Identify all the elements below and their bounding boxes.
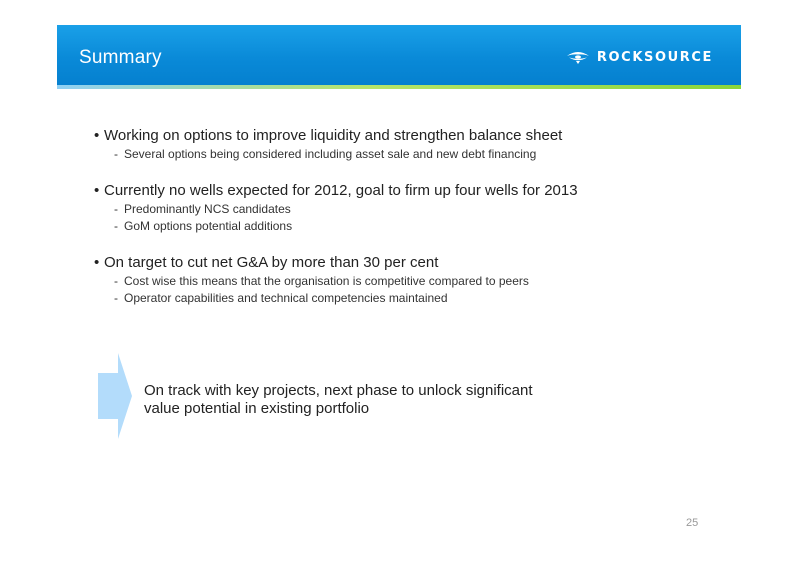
bullet-list [94,126,734,325]
bullet-text: Working on options to improve liquidity and strengthen balance sheet [104,127,563,144]
dash-marker: - [114,202,118,216]
sub-bullet-item [94,290,734,307]
bullet-group [94,181,734,235]
dash-marker: - [114,274,118,288]
bullet-group [94,126,734,163]
dash-marker: - [114,219,118,233]
sub-bullet-text: GoM options potential additions [124,219,293,233]
callout-line: value potential in existing portfolio [144,400,370,417]
sub-bullet-item [94,218,734,235]
bullet-item [94,181,734,201]
dash-marker: - [114,147,118,161]
slide-title: Summary [79,47,162,68]
callout-line: On track with key projects, next phase to unlock significant [144,382,533,399]
sub-bullet-item [94,201,734,218]
logo-wordmark: ROCKSOURCE [596,49,713,65]
bullet-group [94,253,734,307]
bullet-marker: • [94,254,100,271]
sub-bullet-item [94,146,734,163]
dash-marker: - [114,291,118,305]
slide-header [57,25,741,85]
bullet-item [94,253,734,273]
company-logo [566,49,713,65]
sub-bullet-text: Predominantly NCS candidates [124,202,291,216]
header-accent-bar [57,85,741,89]
sub-bullet-text: Cost wise this means that the organisation is competitive compared to peers [124,274,529,288]
bullet-text: Currently no wells expected for 2012, goal to firm up four wells for 2013 [104,182,578,199]
sub-bullet-text: Operator capabilities and technical competencies maintained [124,291,448,305]
page-number: 25 [686,517,699,529]
sub-bullet-item [94,273,734,290]
bullet-item [94,126,734,146]
sub-bullet-text: Several options being considered including asset sale and new debt financing [124,147,537,161]
callout-text [144,382,564,418]
bullet-text: On target to cut net G&A by more than 30 per cent [104,254,439,271]
callout-arrow-icon [98,353,132,439]
rocksource-logo-icon [566,49,590,65]
bullet-marker: • [94,127,100,144]
bullet-marker: • [94,182,100,199]
